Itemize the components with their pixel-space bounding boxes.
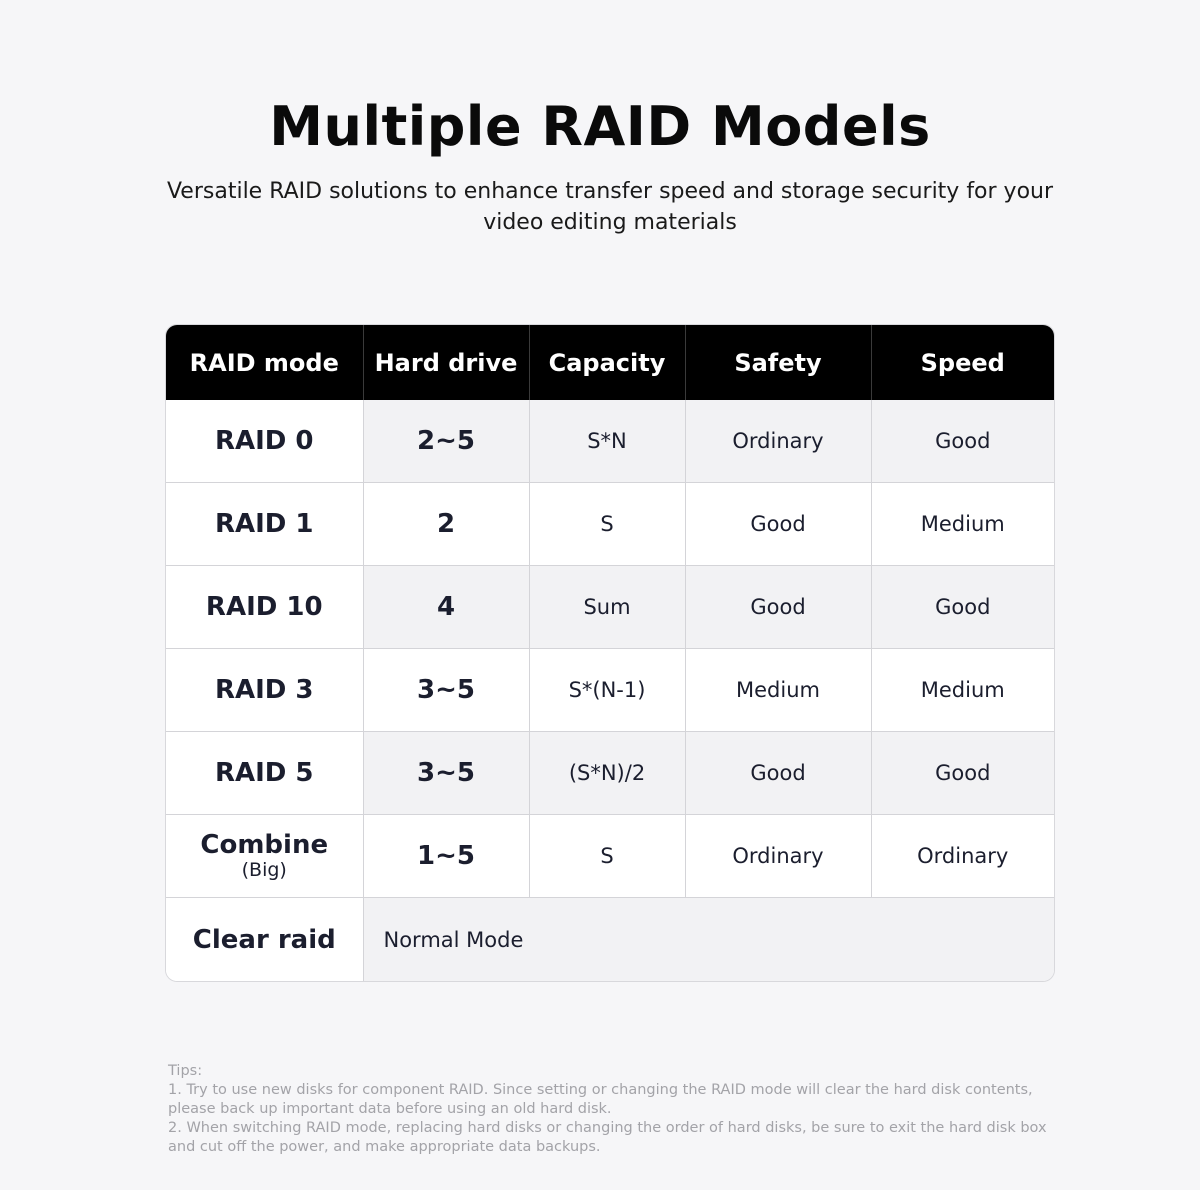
capacity-cell: Sum <box>529 566 685 649</box>
speed-cell: Good <box>871 400 1054 483</box>
raid-mode-cell: RAID 0 <box>166 400 363 483</box>
tip-item: 1. Try to use new disks for component RAID. Since setting or changing the RAID mode will clear the hard disk contents, please back up important data before using an old hard disk. <box>168 1082 1033 1117</box>
column-header-safety: Safety <box>685 325 871 400</box>
raid-mode-cell: RAID 10 <box>166 566 363 649</box>
raid-mode-cell <box>166 815 363 898</box>
capacity-cell: (S*N)/2 <box>529 732 685 815</box>
column-header-hard-drive: Hard drive <box>363 325 529 400</box>
capacity-cell: S <box>529 483 685 566</box>
raid-mode-label: Combine <box>200 830 329 860</box>
tips-heading: Tips: <box>168 1063 203 1079</box>
table-row <box>166 566 1054 649</box>
table-row-clear-raid <box>166 898 1054 983</box>
raid-comparison-table <box>166 325 1054 982</box>
column-header-speed: Speed <box>871 325 1054 400</box>
raid-mode-sublabel: (Big) <box>241 859 287 881</box>
table-row <box>166 483 1054 566</box>
table-header-row <box>166 325 1054 400</box>
safety-cell: Ordinary <box>685 400 871 483</box>
hard-drive-cell: 3~5 <box>363 649 529 732</box>
speed-cell: Ordinary <box>871 815 1054 898</box>
raid-mode-cell: RAID 1 <box>166 483 363 566</box>
raid-table <box>165 324 1055 982</box>
hard-drive-cell: 2 <box>363 483 529 566</box>
hard-drive-cell: 2~5 <box>363 400 529 483</box>
page-subtitle: Versatile RAID solutions to enhance transfer speed and storage security for your video editing materials <box>166 179 1054 235</box>
hard-drive-cell: 4 <box>363 566 529 649</box>
speed-cell: Good <box>871 732 1054 815</box>
speed-cell: Medium <box>871 483 1054 566</box>
tips-section <box>168 1062 1058 1157</box>
capacity-cell: S <box>529 815 685 898</box>
safety-cell: Medium <box>685 649 871 732</box>
hard-drive-cell: 3~5 <box>363 732 529 815</box>
table-row <box>166 649 1054 732</box>
normal-mode-cell: Normal Mode <box>363 898 1054 983</box>
safety-cell: Good <box>685 566 871 649</box>
column-header-raid-mode: RAID mode <box>166 325 363 400</box>
page-title: Multiple RAID Models <box>269 95 931 158</box>
raid-mode-cell: RAID 5 <box>166 732 363 815</box>
raid-mode-cell: RAID 3 <box>166 649 363 732</box>
column-header-capacity: Capacity <box>529 325 685 400</box>
safety-cell: Ordinary <box>685 815 871 898</box>
tip-item: 2. When switching RAID mode, replacing hard disks or changing the order of hard disks, be sure to exit the hard disk box and cut off the power, and make appropriate data backups. <box>168 1120 1047 1155</box>
raid-mode-cell: Clear raid <box>166 898 363 983</box>
speed-cell: Medium <box>871 649 1054 732</box>
hard-drive-cell: 1~5 <box>363 815 529 898</box>
safety-cell: Good <box>685 483 871 566</box>
table-row <box>166 815 1054 898</box>
safety-cell: Good <box>685 732 871 815</box>
capacity-cell: S*(N-1) <box>529 649 685 732</box>
table-row <box>166 732 1054 815</box>
table-row <box>166 400 1054 483</box>
capacity-cell: S*N <box>529 400 685 483</box>
speed-cell: Good <box>871 566 1054 649</box>
